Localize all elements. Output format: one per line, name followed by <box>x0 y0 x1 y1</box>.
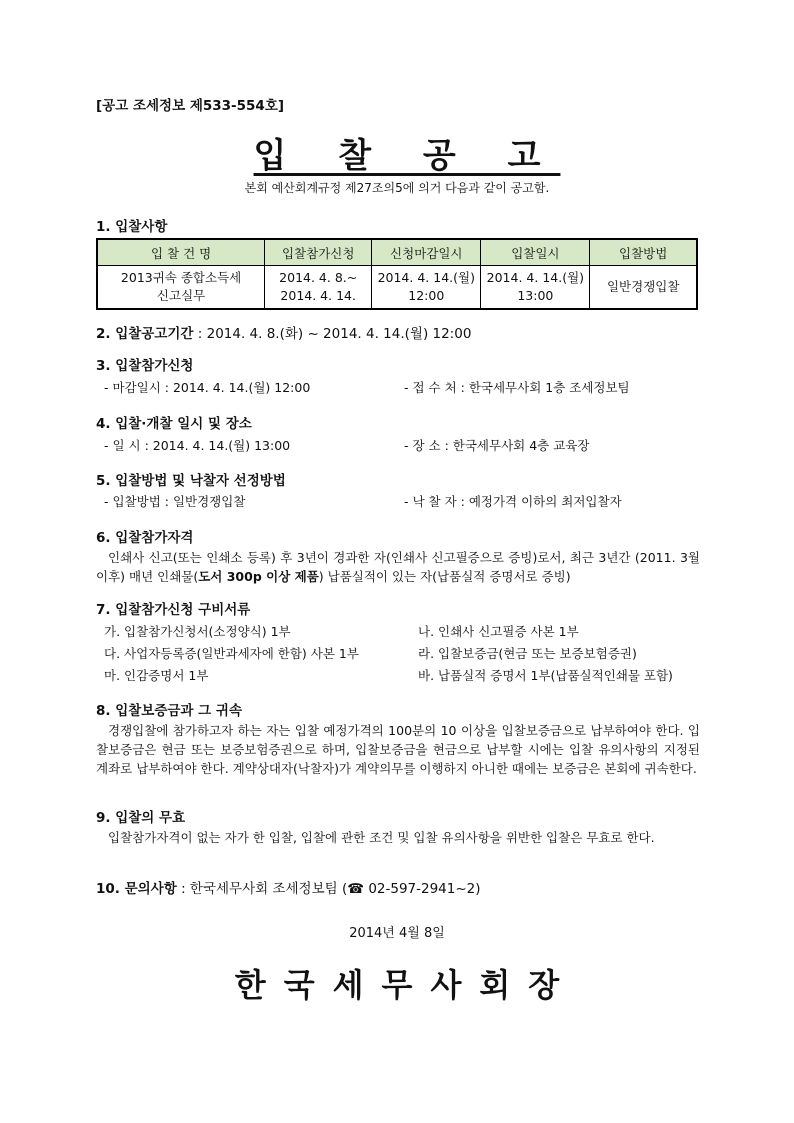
document-item: 가. 입찰참가신청서(소정양식) 1부 <box>104 624 291 639</box>
bid-place-line: - 장 소 : 한국세무사회 4층 교육장 <box>404 438 590 453</box>
bid-table <box>96 238 698 310</box>
winner-line: - 낙 찰 자 : 예정가격 이하의 최저입찰자 <box>404 494 622 509</box>
table-cell-bid-date: 2014. 4. 14.(월) 13:00 <box>481 266 590 310</box>
deadline-line: - 마감일시 : 2014. 4. 14.(월) 12:00 <box>104 380 311 395</box>
bid-datetime-line: - 일 시 : 2014. 4. 14.(월) 13:00 <box>104 438 291 453</box>
table-header-cell: 입찰참가신청 <box>265 239 372 266</box>
document-item: 마. 인감증명서 1부 <box>104 668 209 683</box>
table-cell-name: 2013귀속 종합소득세 신고실무 <box>97 266 265 310</box>
notice-date: 2014년 4월 8일 <box>349 926 445 941</box>
document-item: 다. 사업자등록증(일반과세자에 한함) 사본 1부 <box>104 646 359 661</box>
table-cell-deadline: 2014. 4. 14.(월) 12:00 <box>372 266 481 310</box>
qualification-text: 인쇄사 신고(또는 인쇄소 등록) 후 3년이 경과한 자(인쇄사 신고필증으로 증빙)로서, 최근 3년간 (2011. 3월 이후) 매년 인쇄물(도서 300p 이상 제품) 납품실적이 있는 자(납품실적 증명서로 증빙) <box>96 550 700 584</box>
table-header-cell: 입찰방법 <box>590 239 697 266</box>
table-row <box>97 266 697 310</box>
section-8-heading: 8. 입찰보증금과 그 귀속 <box>96 703 242 719</box>
table-header-row <box>97 239 697 266</box>
page-title <box>0 128 794 177</box>
section-3-heading: 3. 입찰참가신청 <box>96 358 194 374</box>
document-item: 바. 납품실적 증명서 1부(납품실적인쇄물 포함) <box>418 668 673 683</box>
notice-number: [공고 조세정보 제533-554호] <box>96 98 285 114</box>
table-header-cell: 입찰일시 <box>481 239 590 266</box>
section-1-heading: 1. 입찰사항 <box>96 219 168 235</box>
section-7-heading: 7. 입찰참가신청 구비서류 <box>96 602 251 618</box>
signature: 한국세무사회장 <box>234 966 578 1004</box>
section-2-heading: 2. 입찰공고기간 : 2014. 4. 8.(화) ~ 2014. 4. 14.(월) 12:00 <box>96 326 472 342</box>
bid-method-line: - 입찰방법 : 일반경쟁입찰 <box>104 494 246 509</box>
section-6-heading: 6. 입찰참가자격 <box>96 530 194 546</box>
document-item: 라. 입찰보증금(현금 또는 보증보험증권) <box>418 646 637 661</box>
table-header-cell: 신청마감일시 <box>372 239 481 266</box>
table-cell-apply: 2014. 4. 8.~ 2014. 4. 14. <box>265 266 372 310</box>
section-4-heading: 4. 입찰·개찰 일시 및 장소 <box>96 416 252 432</box>
section-5-heading: 5. 입찰방법 및 낙찰자 선정방법 <box>96 473 286 489</box>
document-item: 나. 인쇄사 신고필증 사본 1부 <box>418 624 579 639</box>
section-9-heading: 9. 입찰의 무효 <box>96 810 186 826</box>
deposit-text: 경쟁입찰에 참가하고자 하는 자는 입찰 예정가격의 100분의 10 이상을 입찰보증금으로 납부하여야 한다. 입찰보증금은 현금 또는 보증보험증권으로 하며, 입찰보증금을 현금으로 납부할 시에는 입찰 유의사항의 지정된 계좌로 납부하여야 한다. 계약상대자(낙찰자)가 계약의무를 이행하지 아니한 때에는 보증금은 본회에 귀속한다. <box>96 723 700 776</box>
reception-line: - 접 수 처 : 한국세무사회 1층 조세정보팀 <box>404 380 630 395</box>
invalid-bid-text: 입찰참가자격이 없는 자가 한 입찰, 입찰에 관한 조건 및 입찰 유의사항을 위반한 입찰은 무효로 한다. <box>108 830 655 845</box>
table-header-cell: 입 찰 건 명 <box>97 239 265 266</box>
section-10-heading: 10. 문의사항 : 한국세무사회 조세정보팀 (☎ 02-597-2941~2) <box>96 881 481 897</box>
title-text: 입 찰 공 고 <box>253 136 561 176</box>
table-cell-method: 일반경쟁입찰 <box>590 266 697 310</box>
intro-text: 본회 예산회계규정 제27조의5에 의거 다음과 같이 공고함. <box>244 181 550 195</box>
